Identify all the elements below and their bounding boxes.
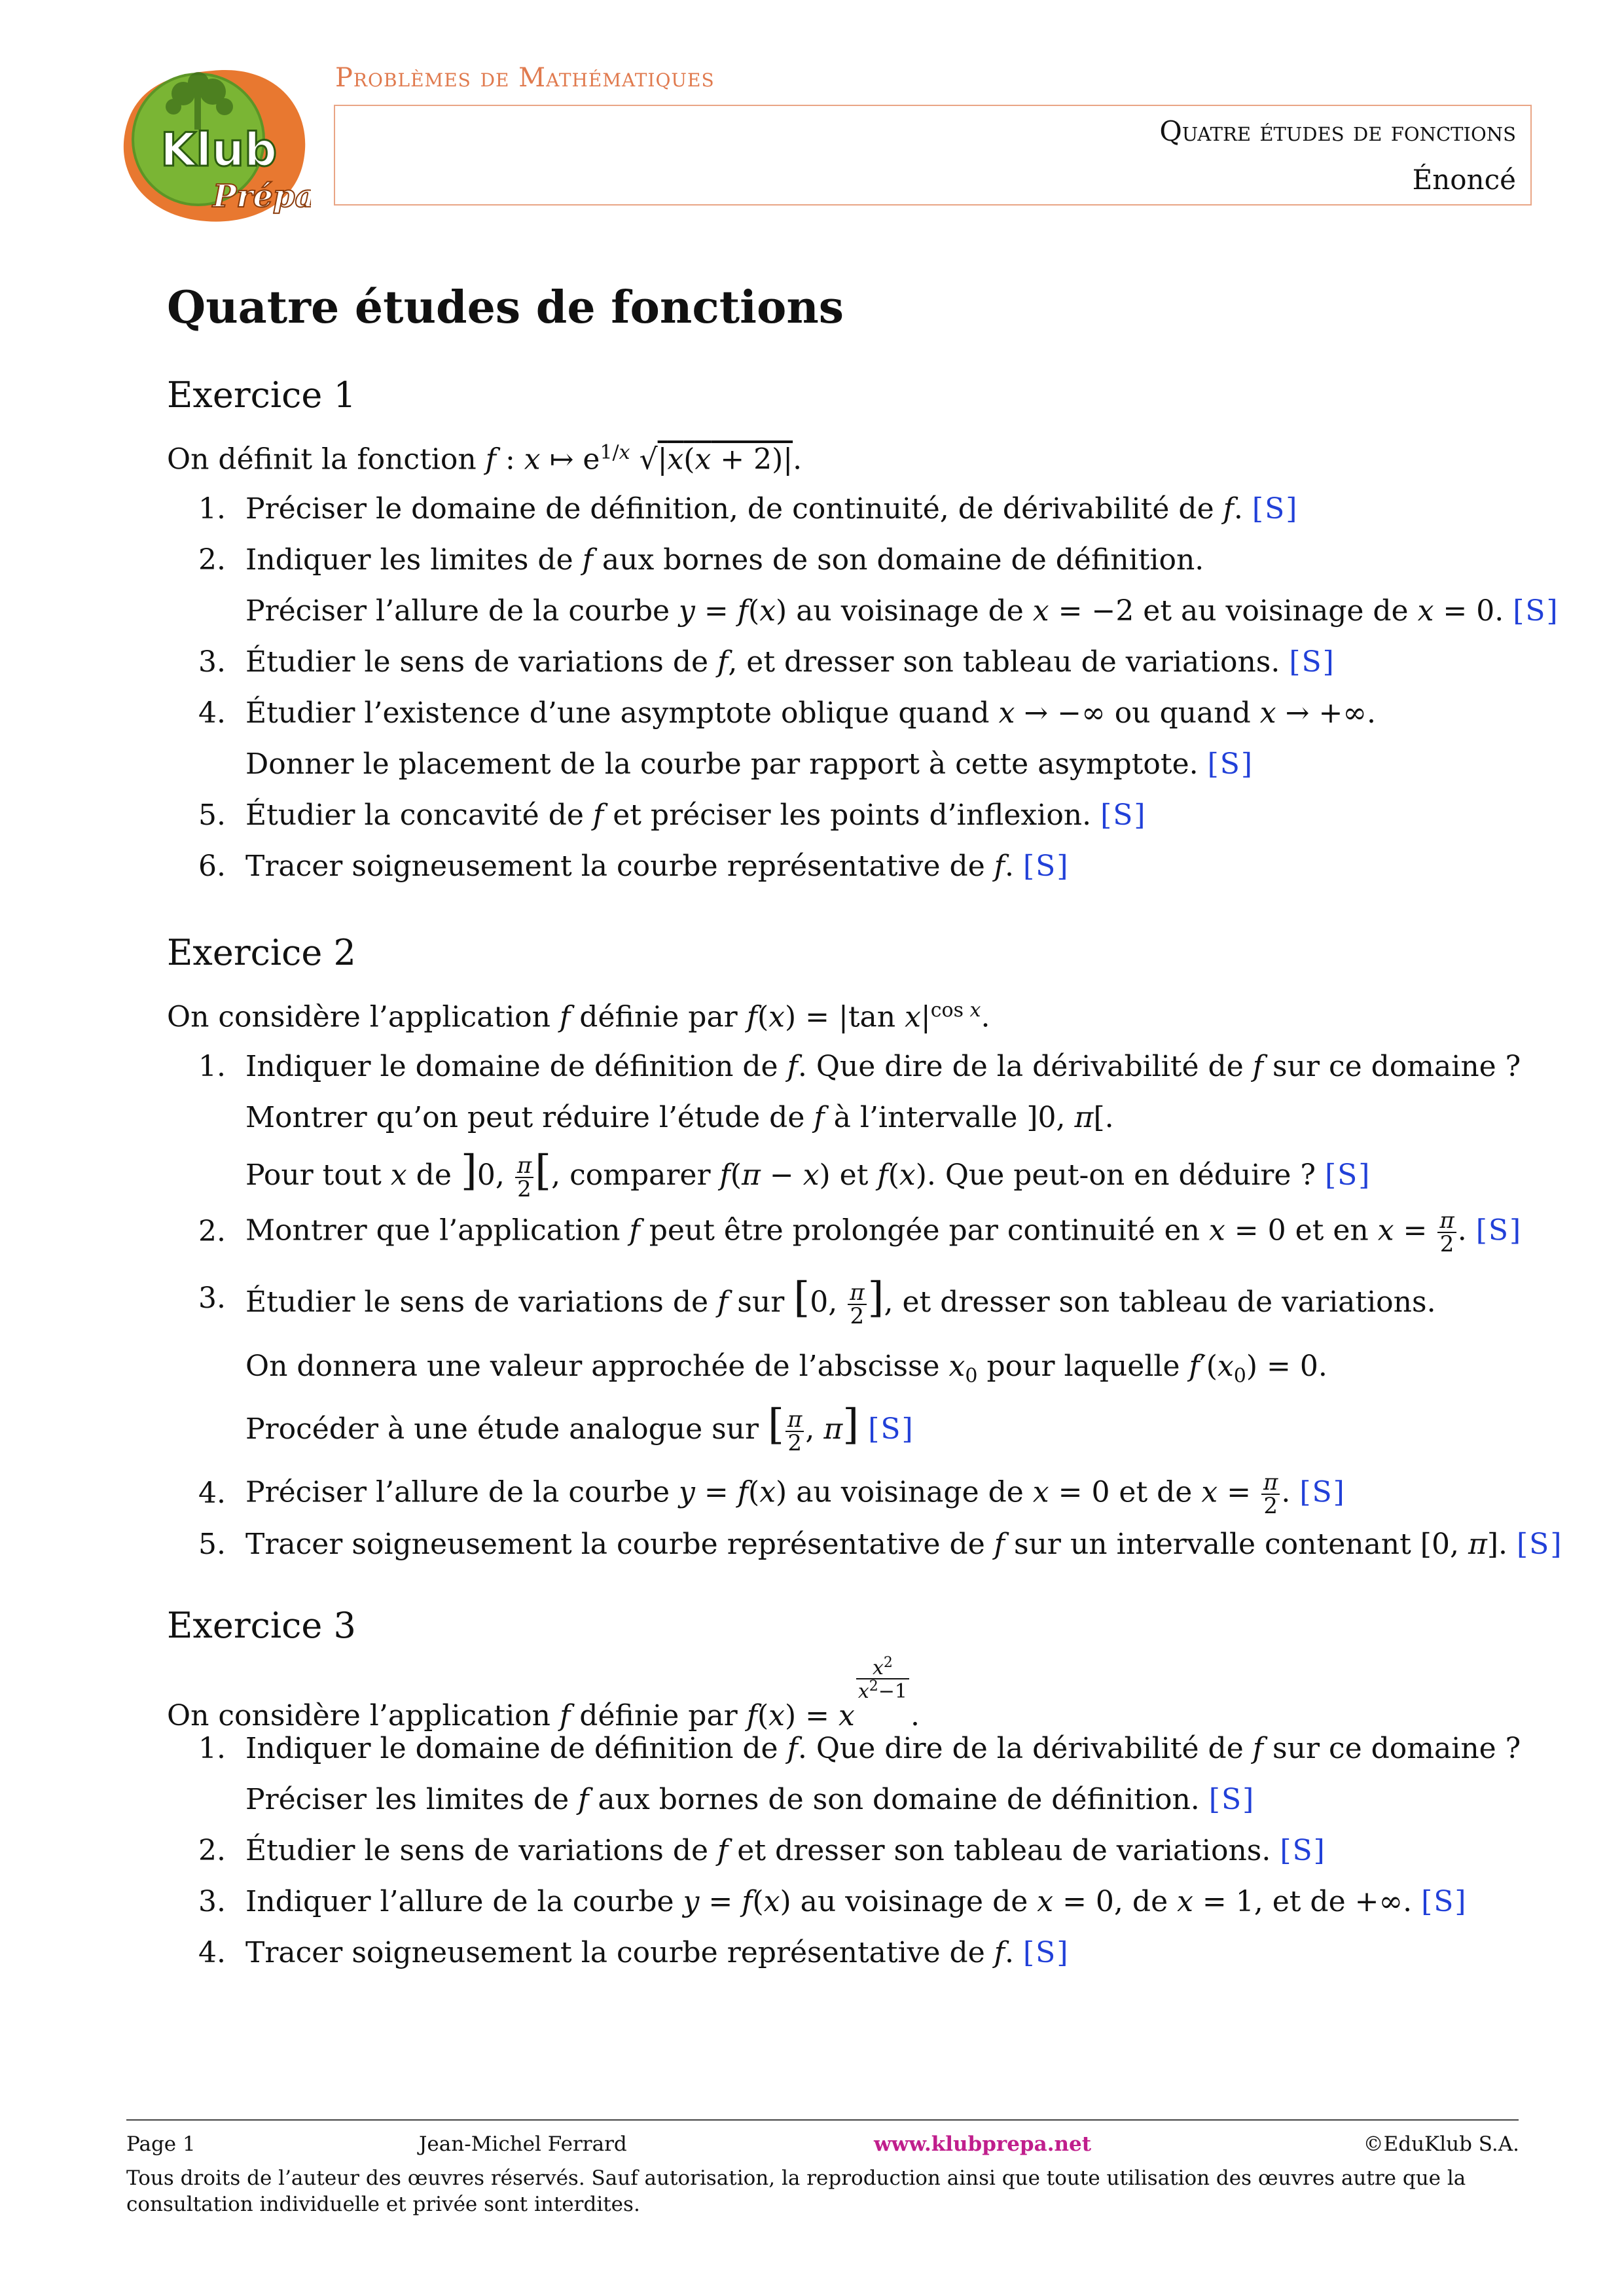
header-box	[334, 105, 1532, 206]
exercise-1-question-6: Tracer soigneusement la courbe représentative de f. [S]	[245, 850, 1070, 883]
solution-link[interactable]: [S]	[1289, 645, 1335, 679]
solution-link[interactable]: [S]	[868, 1412, 914, 1446]
exercise-3-intro: On considère l’application f définie par f(x) = x $\frac{x^2}{x^2-1}$ .	[167, 1655, 920, 1732]
solution-link[interactable]: [S]	[1513, 594, 1559, 628]
footer-author: Jean-Michel Ferrard	[419, 2132, 627, 2156]
footer-rights-note: Tous droits de l’auteur des œuvres réservés. Sauf autorisation, la reproduction ainsi que toute utilisation des œuvres autre que la consultation individuelle et privée sont interdites.	[126, 2166, 1466, 2216]
klubprepa-logo	[115, 58, 311, 228]
footer-website-link[interactable]: www.klubprepa.net	[874, 2132, 1092, 2156]
solution-link[interactable]: [S]	[1023, 1936, 1070, 1969]
solution-link[interactable]: [S]	[1475, 1213, 1523, 1247]
footer-divider	[126, 2119, 1519, 2121]
exercise-2-intro: On considère l’application f définie par f(x) = |tan $x|^{cos x}$.	[167, 999, 990, 1034]
exercise-1-question-1: Préciser le domaine de définition, de continuité, de dérivabilité de f. [S]	[245, 492, 1299, 526]
svg-text:Klub: Klub	[160, 123, 278, 177]
solution-link[interactable]: [S]	[1023, 850, 1070, 883]
exercise-2-heading: Exercice 2	[167, 932, 356, 973]
exercise-1-question-3: Étudier le sens de variations de f, et dresser son tableau de variations. [S]	[245, 645, 1335, 679]
solution-link[interactable]: [S]	[1299, 1475, 1346, 1509]
solution-link[interactable]: [S]	[1208, 1783, 1255, 1816]
exercise-3-question-1: Indiquer le domaine de définition de f. Que dire de la dérivabilité de f sur ce domaine ?	[245, 1732, 1521, 1765]
document-title: Quatre études de fonctions	[1159, 115, 1516, 147]
footer-page-number: Page 1	[126, 2132, 196, 2156]
solution-link[interactable]: [S]	[1280, 1834, 1326, 1867]
series-title: Problèmes de Mathématiques	[335, 63, 715, 93]
solution-link[interactable]: [S]	[1100, 798, 1147, 832]
exercise-2-question-1: Indiquer le domaine de définition de f. Que dire de la dérivabilité de f sur ce domaine ?	[245, 1050, 1521, 1083]
exercise-2-question-5: Tracer soigneusement la courbe représentative de f sur un intervalle contenant [0, π]. [S]	[245, 1528, 1563, 1561]
solution-link[interactable]: [S]	[1324, 1158, 1371, 1192]
exercise-3-question-3: Indiquer l’allure de la courbe y = f(x) au voisinage de x = 0, de x = 1, et de +∞. [S]	[245, 1885, 1468, 1918]
solution-link[interactable]: [S]	[1517, 1528, 1563, 1561]
exercise-1-intro: On définit la fonction f : x ↦ $e^{1/x}$ √|x(x + 2)|.	[167, 441, 803, 476]
exercise-3-heading: Exercice 3	[167, 1605, 356, 1646]
exercise-2-question-2: Montrer que l’application f peut être prolongée par continuité en x = 0 et en x = $\frac{\pi}{2}$ . [S]	[245, 1208, 1523, 1257]
solution-link[interactable]: [S]	[1207, 747, 1254, 781]
page-title: Quatre études de fonctions	[167, 281, 844, 334]
exercise-1-heading: Exercice 1	[167, 374, 356, 416]
svg-text:Prépa: Prépa	[213, 178, 311, 215]
solution-link[interactable]: [S]	[1421, 1885, 1468, 1918]
exercise-3-question-4: Tracer soigneusement la courbe représentative de f. [S]	[245, 1936, 1070, 1969]
exercise-2-question-4: Préciser l’allure de la courbe y = f(x) au voisinage de x = 0 et de x = $\frac{\pi}{2}$ . [S]	[245, 1469, 1346, 1519]
exercise-1-question-2: Indiquer les limites de f aux bornes de son domaine de définition.	[245, 543, 1204, 577]
exercise-3-question-2: Étudier le sens de variations de f et dresser son tableau de variations. [S]	[245, 1834, 1326, 1867]
footer-copyright: ©EduKlub S.A.	[1363, 2132, 1519, 2156]
document-subtitle: Énoncé	[1412, 164, 1516, 196]
exercise-1-question-5: Étudier la concavité de f et préciser les points d’inflexion. [S]	[245, 798, 1147, 832]
exercise-1-question-4: Étudier l’existence d’une asymptote oblique quand x → −∞ ou quand x → +∞.	[245, 696, 1376, 730]
exercise-2-question-3: Étudier le sens de variations de f sur [0, $\frac{\pi}{2}$ ], et dresser son tableau de variations.	[245, 1274, 1436, 1329]
solution-link[interactable]: [S]	[1252, 492, 1299, 526]
